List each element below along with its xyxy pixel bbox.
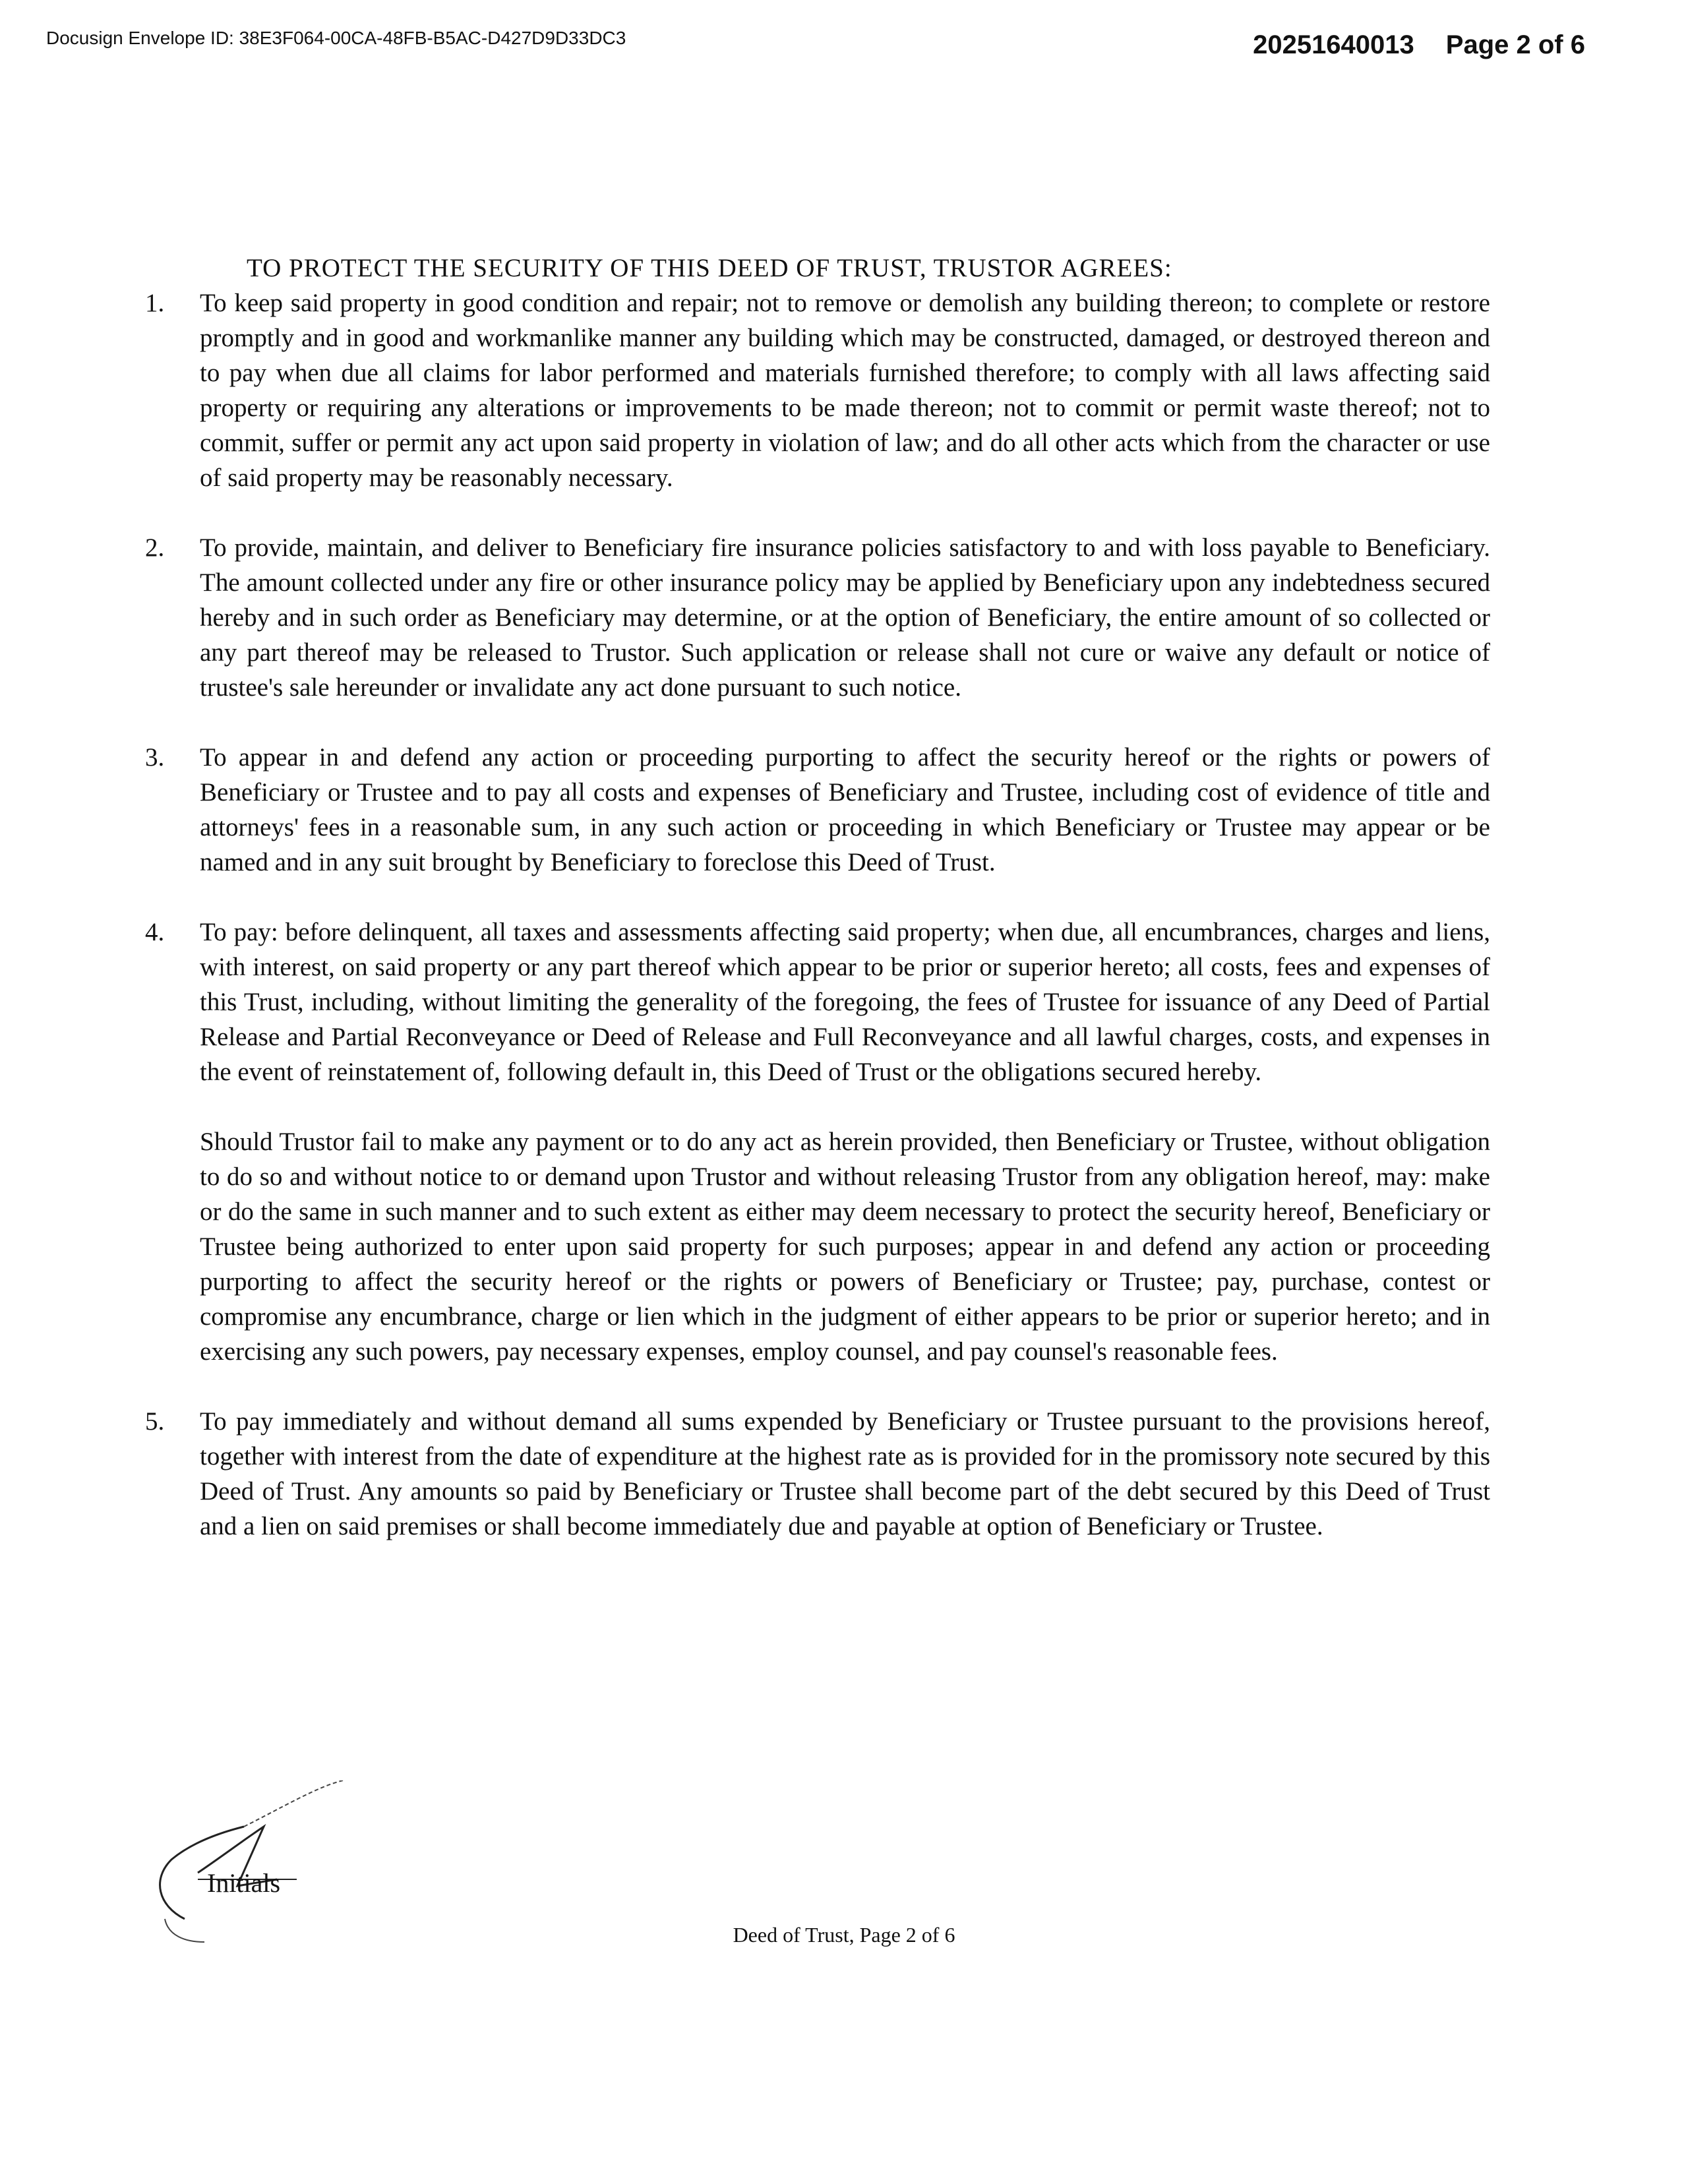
item-text: To appear in and defend any action or proceeding purporting to affect the security hereof or the rights or powers of Beneficiary or Trustee and to pay all costs and expenses of Beneficiary and Trustee, including cost of evidence of title and attorneys' fees in a reasonable sum, in any such action or proceeding in which Beneficiary or Trustee may appear or be named and in any suit brought by Beneficiary to foreclose this Deed of Trust. [200, 743, 1490, 876]
list-item [145, 530, 1490, 705]
initials-label: Initials [207, 1868, 281, 1898]
page-footer: Deed of Trust, Page 2 of 6 [733, 1923, 955, 1947]
item-number: 2. [145, 533, 165, 562]
item-text: To provide, maintain, and deliver to Beneficiary fire insurance policies satisfactory to and with loss payable to Beneficiary. The amount collected under any fire or other insurance policy may be applied by Beneficiary upon any indebtedness secured hereby and in such order as Beneficiary may determine, or at the option of Beneficiary, the entire amount of so collected or any part thereof may be released to Trustor. Such application or release shall not cure or waive any default or notice of trustee's sale hereunder or invalidate any act done pursuant to such notice. [200, 533, 1490, 702]
item-subparagraph: Should Trustor fail to make any payment or to do any act as herein provided, then Beneficiary or Trustee, without obligation to do so and without notice to or demand upon Trustor and without releasing Trustor from any obligation hereof, may: make or do the same in such manner and to such extent as either may deem necessary to protect the security hereof, Beneficiary or Trustee being authorized to enter upon said property for such purposes; appear in and defend any action or proceeding purporting to affect the security hereof or the rights or powers of Beneficiary or Trustee; pay, purchase, contest or compromise any encumbrance, charge or lien which in the judgment of either appears to be prior or superior hereto; and in exercising any such powers, pay necessary expenses, employ counsel, and pay counsel's reasonable fees. [200, 1128, 1490, 1366]
item-number: 1. [145, 289, 165, 317]
item-number: 3. [145, 743, 165, 772]
document-number: 20251640013 [1253, 30, 1414, 59]
list-item [145, 740, 1490, 880]
item-text: To pay: before delinquent, all taxes and assessments affecting said property; when due, all encumbrances, charges and liens, with interest, on said property or any part thereof which appear to be prior or superior hereto; all costs, fees and expenses of this Trust, including, without limiting the generality of the foregoing, the fees of Trustee for issuance of any Deed of Partial Release and Partial Reconveyance or Deed of Release and Full Reconveyance and all lawful charges, costs, and expenses in the event of reinstatement of, following default in, this Deed of Trust or the obligations secured hereby. [200, 918, 1490, 1086]
section-heading: TO PROTECT THE SECURITY OF THIS DEED OF TRUST, TRUSTOR AGREES: [247, 254, 1172, 282]
item-number: 4. [145, 918, 165, 946]
page-number: Page 2 of 6 [1445, 30, 1585, 59]
item-text: To pay immediately and without demand all sums expended by Beneficiary or Trustee pursuant to the provisions hereof, together with interest from the date of expenditure at the highest rate as is provided for in the promissory note secured by this Deed of Trust. Any amounts so paid by Beneficiary or Trustee shall become part of the debt secured by this Deed of Trust and a lien on said premises or shall become immediately due and payable at option of Beneficiary or Trustee. [200, 1407, 1490, 1540]
list-item [145, 286, 1490, 495]
document-body [145, 251, 1490, 1579]
initials-signature-icon [145, 1780, 369, 1945]
list-item [145, 915, 1490, 1369]
item-number: 5. [145, 1407, 165, 1436]
envelope-id: Docusign Envelope ID: 38E3F064-00CA-48FB-B5AC-D427D9D33DC3 [46, 28, 626, 48]
page-header-right [1253, 30, 1585, 60]
item-text: To keep said property in good condition and repair; not to remove or demolish any building thereon; to complete or restore promptly and in good and workmanlike manner any building which may be constructed, damaged, or destroyed thereon and to pay when due all claims for labor performed and materials furnished therefore; to comply with all laws affecting said property or requiring any alterations or improvements to be made thereon; not to commit or permit waste thereof; not to commit, suffer or permit any act upon said property in violation of law; and do all other acts which from the character or use of said property may be reasonably necessary. [200, 289, 1490, 492]
list-item [145, 1404, 1490, 1544]
